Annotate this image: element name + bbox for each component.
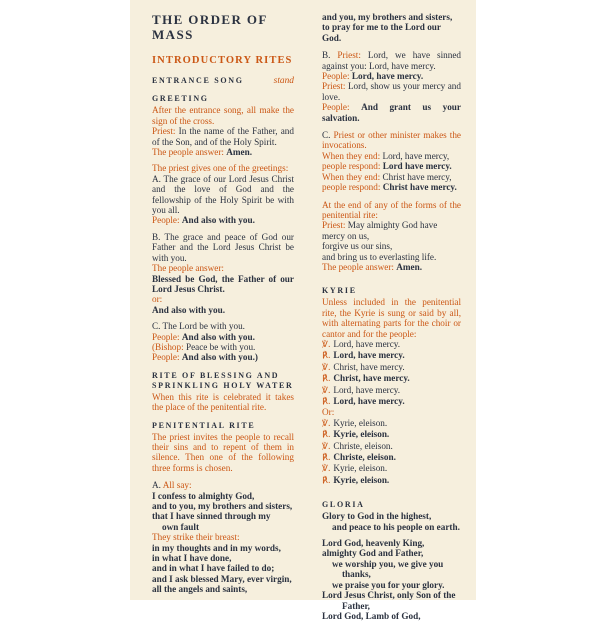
verse-line xyxy=(322,385,461,396)
text-segment: Lord, have mercy. xyxy=(333,350,405,361)
text-segment: to pray for me to the Lord our God. xyxy=(322,22,441,43)
verse-line xyxy=(322,601,461,611)
text-segment: we worship you, we give you xyxy=(332,558,444,569)
text-segment: Lord, have mercy. xyxy=(333,384,401,395)
people-response xyxy=(152,215,294,225)
text-segment: ℟. xyxy=(322,453,334,464)
text-segment: ℟. xyxy=(322,351,334,362)
text-segment: Lord, have mercy. xyxy=(333,338,401,349)
text-segment: All say: xyxy=(162,480,192,491)
text-segment: thanks, xyxy=(342,569,371,580)
people-response xyxy=(322,161,461,171)
text-segment: Lord God, heavenly King, xyxy=(322,538,425,549)
text-segment: Father, xyxy=(342,600,370,611)
verse-line xyxy=(152,563,294,573)
verse-line xyxy=(322,252,461,262)
text-segment: Or: xyxy=(322,407,335,418)
greeting-c xyxy=(152,321,294,331)
kyrie-responses xyxy=(322,339,461,486)
text-segment: Kyrie, eleison. xyxy=(333,417,388,428)
text-segment: When this rite is celebrated it takes the place of the penitential rite. xyxy=(152,391,294,413)
text-segment: people respond: xyxy=(322,161,383,172)
text-segment: In the name of the Father, and of the Son, and of the Holy Spirit. xyxy=(152,126,294,147)
heading-greeting: GREETING xyxy=(152,94,209,104)
text-segment: ℣. xyxy=(322,418,334,429)
text-segment: people respond: xyxy=(322,182,383,193)
verse-line xyxy=(322,220,461,230)
rubric xyxy=(152,532,294,542)
text-segment: Christ, have mercy. xyxy=(333,373,410,384)
gloria-body xyxy=(322,538,461,621)
text-segment: Christ have mercy. xyxy=(382,182,457,193)
text-segment: And also with you. xyxy=(181,331,255,342)
verse-line xyxy=(152,501,294,511)
text-segment: At the end of any of the forms of the penitential rite: xyxy=(322,199,461,220)
heading-gloria: GLORIA xyxy=(322,500,365,510)
subheading-label: ENTRANCE SONG xyxy=(152,76,244,85)
verse-line xyxy=(322,475,461,486)
confiteor-continued xyxy=(152,543,294,595)
text-segment: When they end: xyxy=(322,171,383,182)
text-segment: we praise you for your glory. xyxy=(332,579,445,590)
heading-penitential-rite: PENITENTIAL RITE xyxy=(152,420,256,430)
text-segment: C. The Lord be with you. xyxy=(152,321,245,332)
people-response xyxy=(152,147,294,157)
text-segment: in what I have done, xyxy=(152,553,232,564)
text-segment: ℣. xyxy=(322,339,334,350)
right-column xyxy=(322,0,461,621)
verse-line xyxy=(322,339,461,350)
rubric xyxy=(322,200,461,221)
posture-note: stand xyxy=(273,76,294,86)
verse-line xyxy=(322,538,461,548)
rubric xyxy=(152,163,294,173)
verse-line xyxy=(322,12,461,22)
text-segment: and bring us to everlasting life. xyxy=(322,251,437,262)
text-segment: Lord, have mercy. xyxy=(351,71,424,82)
text-segment: mercy on us, xyxy=(322,230,370,241)
text-segment: Glory to God in the highest, xyxy=(322,511,432,522)
verse-line xyxy=(322,407,461,417)
text-segment: And grant us your salvation. xyxy=(322,102,461,123)
verse-line xyxy=(152,584,294,594)
verse-line xyxy=(322,580,461,590)
text-segment: ℣. xyxy=(322,441,334,452)
heading-rite-of-blessing: RITE OF BLESSING AND SPRINKLING HOLY WATER xyxy=(152,370,294,390)
text-segment: The priest gives one of the greetings: xyxy=(152,163,289,174)
text-segment: Lord have mercy. xyxy=(382,161,452,172)
bishop-text xyxy=(152,342,294,352)
text-segment: People: xyxy=(322,71,352,82)
verse-line xyxy=(322,452,461,463)
text-segment: May almighty God have xyxy=(347,220,438,231)
rubric xyxy=(322,297,461,339)
text-segment: After the entrance song, all make the sign of the cross. xyxy=(152,105,294,126)
text-segment: People: xyxy=(322,102,362,113)
text-segment: Amen. xyxy=(226,147,253,158)
text-segment: And also with you. xyxy=(152,304,226,315)
verse-line xyxy=(322,569,461,579)
verse-line xyxy=(152,553,294,563)
form-b xyxy=(322,50,461,71)
verse-line xyxy=(322,22,461,43)
text-segment: Kyrie, eleison. xyxy=(333,429,390,440)
invocation xyxy=(322,151,461,161)
text-segment: A. The grace of our Lord Jesus Christ and the love of God and the fellowship of the Holy Spirit be with you all. xyxy=(152,173,294,216)
text-segment: The people answer: xyxy=(152,147,227,158)
text-segment: Priest or other minister makes the invocations. xyxy=(322,130,461,151)
text-segment: ℟. xyxy=(322,397,334,407)
text-segment: And also with you.) xyxy=(181,352,258,363)
text-segment: in my thoughts and in my words, xyxy=(152,542,281,553)
text-segment: Christe, eleison. xyxy=(333,440,393,451)
text-segment: own fault xyxy=(162,521,200,532)
text-segment: Priest: xyxy=(337,50,368,61)
heading-entrance-song xyxy=(152,76,294,86)
verse-line xyxy=(322,511,461,521)
form-c xyxy=(322,130,461,151)
text-segment: that I have sinned through my xyxy=(152,511,271,522)
text-segment: The priest invites the people to recall their sins and to repent of them in silence. Then one of the following three forms is chosen. xyxy=(152,431,294,473)
text-segment: Priest: xyxy=(152,126,179,137)
greeting-a xyxy=(152,174,294,216)
text-segment: and to you, my brothers and sisters, xyxy=(152,501,293,511)
text-segment: ℟. xyxy=(322,475,334,486)
text-segment: They strike their breast: xyxy=(152,532,240,543)
verse-line xyxy=(322,611,461,621)
text-segment: A. xyxy=(152,480,163,491)
text-segment: Lord, we have sinned against you: Lord, have mercy. xyxy=(322,50,461,71)
verse-line xyxy=(322,559,461,569)
gloria-opening xyxy=(322,511,461,532)
rubric xyxy=(152,432,294,474)
confiteor xyxy=(152,491,294,533)
text-segment: Priest: xyxy=(322,81,348,92)
text-segment: ℟. xyxy=(322,430,334,441)
text-segment: Unless included in the penitential rite, the Kyrie is sung or said by all, with alternating parts for the choir or cantor and for the people: xyxy=(322,297,461,339)
text-segment: all the angels and saints, xyxy=(152,584,248,595)
text-segment: I confess to almighty God, xyxy=(152,490,255,501)
text-segment: almighty God and Father, xyxy=(322,548,424,559)
verse-line xyxy=(322,463,461,474)
priest-text xyxy=(152,126,294,147)
people-response xyxy=(152,305,294,315)
verse-line xyxy=(322,418,461,429)
verse-line xyxy=(322,590,461,600)
section-heading-introductory-rites: INTRODUCTORY RITES xyxy=(152,55,293,66)
text-segment: And also with you. xyxy=(181,215,255,226)
verse-line xyxy=(322,373,461,384)
people-response xyxy=(152,332,294,342)
people-response xyxy=(152,352,294,362)
text-segment: (Bishop: xyxy=(152,341,186,352)
rubric xyxy=(152,392,294,413)
text-segment: Christe, eleison. xyxy=(333,452,396,463)
text-segment: Amen. xyxy=(396,261,423,272)
people-response xyxy=(322,262,461,272)
text-segment: Kyrie, eleison. xyxy=(333,463,388,474)
text-segment: The people answer: xyxy=(322,261,397,272)
text-segment: Lord, have mercy. xyxy=(333,396,405,406)
page-title: THE ORDER OF MASS xyxy=(152,12,268,42)
text-segment: When they end: xyxy=(322,150,383,161)
form-a-label xyxy=(152,480,294,490)
verse-line xyxy=(322,231,461,241)
text-segment: ℟. xyxy=(322,374,334,385)
text-segment: Kyrie, eleison. xyxy=(333,474,390,485)
verse-line xyxy=(322,441,461,452)
text-segment: Lord Jesus Christ, only Son of the xyxy=(322,590,456,601)
text-segment: People: xyxy=(152,331,182,342)
rubric xyxy=(152,294,294,304)
text-segment: Priest: xyxy=(322,220,348,231)
text-segment: B. xyxy=(322,50,338,61)
people-response xyxy=(322,102,461,123)
verse-line xyxy=(322,396,461,407)
heading-kyrie: KYRIE xyxy=(322,286,357,296)
text-segment: and in what I have failed to do; xyxy=(152,563,275,574)
verse-line xyxy=(322,350,461,361)
text-segment: ℣. xyxy=(322,362,334,373)
verse-line xyxy=(322,548,461,558)
verse-line xyxy=(322,429,461,440)
verse-line xyxy=(152,574,294,584)
greeting-b xyxy=(152,232,294,263)
text-segment: B. The grace and peace of God our Father and the Lord Jesus Christ be with you. xyxy=(152,231,294,263)
text-segment: and I ask blessed Mary, ever virgin, xyxy=(152,573,292,584)
text-segment: People: xyxy=(152,215,182,226)
invocation xyxy=(322,172,461,182)
verse-line xyxy=(322,362,461,373)
verse-line xyxy=(152,491,294,501)
text-segment: and you, my brothers and sisters, xyxy=(322,12,453,22)
text-segment: or: xyxy=(152,294,163,305)
left-column xyxy=(152,0,294,595)
verse-line xyxy=(152,522,294,532)
verse-line xyxy=(152,543,294,553)
text-segment: Peace be with you. xyxy=(185,341,256,352)
text-segment: Lord, have mercy, xyxy=(382,150,450,161)
text-segment: ℣. xyxy=(322,385,334,396)
text-segment: C. xyxy=(322,130,334,141)
text-segment: Christ, have mercy. xyxy=(333,361,405,372)
people-response xyxy=(152,274,294,295)
text-segment: Christ have mercy, xyxy=(382,171,452,182)
book-page xyxy=(130,0,476,621)
rubric xyxy=(152,105,294,126)
verse-line xyxy=(322,241,461,251)
priest-text xyxy=(322,81,461,102)
text-segment: Lord, show us your mercy and love. xyxy=(322,81,461,102)
people-response xyxy=(322,182,461,192)
text-segment: ℣. xyxy=(322,464,334,475)
text-segment: Lord God, Lamb of God, xyxy=(322,610,421,621)
verse-line xyxy=(152,511,294,521)
confiteor-end xyxy=(322,12,461,43)
rubric xyxy=(152,263,294,273)
text-segment: forgive us our sins, xyxy=(322,241,393,252)
people-response xyxy=(322,71,461,81)
text-segment: Blessed be God, the Father of our Lord Jesus Christ. xyxy=(152,273,294,294)
absolution xyxy=(322,220,461,262)
text-segment: People: xyxy=(152,352,182,363)
verse-line xyxy=(322,522,461,532)
text-segment: The people answer: xyxy=(152,263,224,274)
text-segment: and peace to his people on earth. xyxy=(332,521,460,532)
